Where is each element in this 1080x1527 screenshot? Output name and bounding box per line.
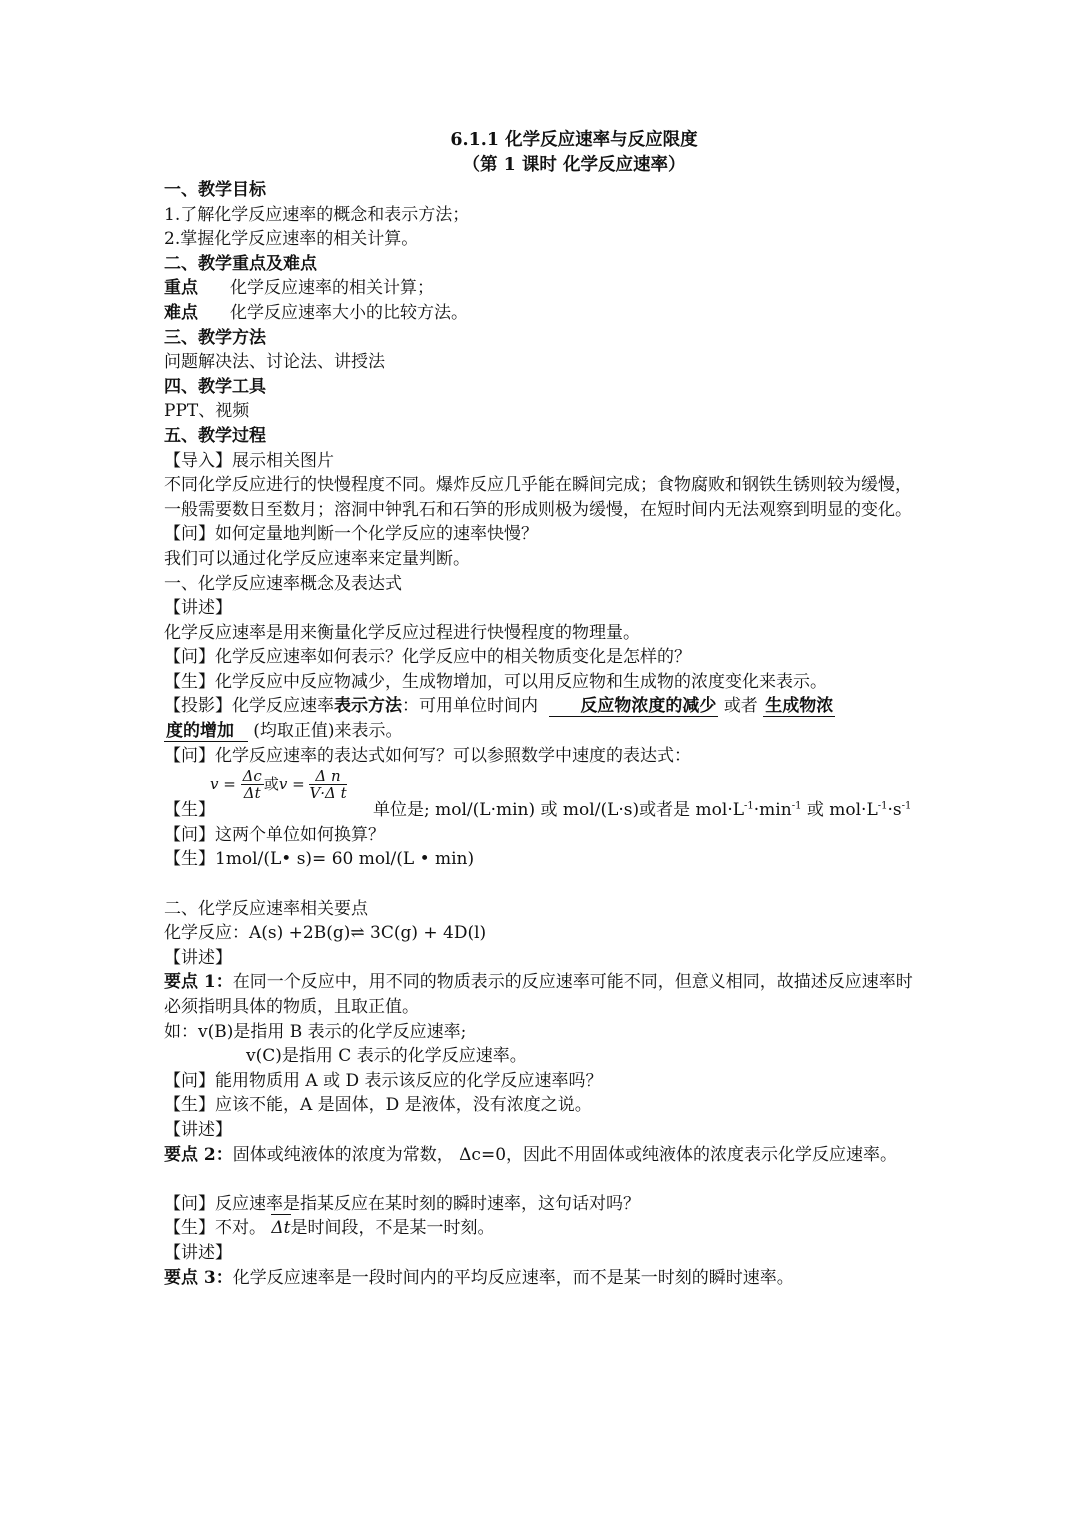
fill-blank-2-text-b: 度的增加	[166, 721, 234, 742]
doc-title: 6.1.1 化学反应速率与反应限度	[450, 130, 698, 150]
fill-blank-1-text: 反应物浓度的减少	[580, 696, 717, 717]
question-line: 【问】反应速率是指某反应在某时刻的瞬时速率，这句话对吗？	[164, 1193, 640, 1214]
paragraph: 问题解决法、讨论法、讲授法	[164, 352, 385, 373]
point-3	[164, 1266, 924, 1291]
student-line: 【生】1mol/(L• s)= 60 mol/(L • min)	[164, 849, 475, 870]
fill-blank-2b	[164, 721, 248, 742]
doc-subtitle: （第 1 课时 化学反应速率）	[462, 155, 686, 175]
talk-marker: 【讲述】	[164, 1242, 232, 1263]
projection-text: (均取正值)来表示。	[253, 721, 403, 742]
rate-formula	[210, 767, 924, 803]
units-text: ·s	[887, 800, 902, 821]
question-line: 【问】化学反应速率如何表示？化学反应中的相关物质变化是怎样的？	[164, 647, 691, 668]
student-line: 【生】应该不能，A 是固体，D 是液体，没有浓度之说。	[164, 1095, 592, 1116]
formula-or: 或	[263, 775, 279, 794]
example-line: 如：v(B)是指用 B 表示的化学反应速率;	[164, 1021, 467, 1042]
student-line: 【生】化学反应中反应物减少，生成物增加，可以用反应物和生成物的浓度变化来表示。	[164, 671, 827, 692]
formula-fraction-1	[241, 768, 264, 801]
student-line	[164, 1216, 924, 1241]
units-sup: -1	[744, 800, 754, 812]
question-line: 【问】如何定量地判断一个化学反应的速率快慢？	[164, 524, 538, 545]
units-text: 单位是; mol/(L·min) 或 mol/(L·s)或者是 mol·L	[373, 800, 745, 821]
paragraph: 我们可以通过化学反应速率来定量判断。	[164, 548, 470, 569]
subsection-heading: 一、化学反应速率概念及表达式	[164, 573, 402, 594]
point-text: 固体或纯液体的浓度为常数， Δc=0，因此不用固体或纯液体的浓度表示化学反应速率。	[232, 1144, 898, 1165]
reaction-equation: 化学反应：A(s) +2B(g)⇌ 3C(g) + 4D(l)	[164, 923, 487, 944]
formula-v: v =	[210, 775, 236, 794]
example-line: v(C)是指用 C 表示的化学反应速率。	[246, 1046, 527, 1067]
paragraph: 1.了解化学反应速率的概念和表示方法；	[164, 204, 470, 225]
projection-line	[164, 694, 924, 743]
talk-marker: 【讲述】	[164, 947, 232, 968]
question-line: 【问】这两个单位如何换算？	[164, 824, 385, 845]
projection-label: 【投影】化学反应速率	[164, 696, 334, 717]
hard-label: 难点	[164, 302, 198, 323]
point-2	[164, 1143, 924, 1168]
point-text: 在同一个反应中，用不同的物质表示的反应速率可能不同，但意义相同，故描述反应速率时必须指明具体的物质，且取正值。	[164, 972, 913, 1017]
student-text: 是时间段，不是某一时刻。	[290, 1218, 495, 1239]
point-1	[164, 970, 924, 1019]
document-page	[164, 128, 924, 1290]
fill-blank-2	[763, 696, 835, 717]
point-label: 要点 3：	[164, 1267, 233, 1288]
formula-numerator: Δ n	[309, 768, 346, 785]
delta-t-symbol: Δt	[271, 1216, 290, 1241]
formula-numerator: Δc	[242, 767, 262, 786]
hard-point-line	[164, 301, 924, 326]
projection-method: 表示方法	[334, 696, 402, 717]
units-sup: -1	[877, 800, 888, 812]
key-point-line	[164, 276, 924, 301]
paragraph: PPT、视频	[164, 401, 250, 422]
question-line: 【问】化学反应速率的表达式如何写？可以参照数学中速度的表达式：	[164, 745, 691, 766]
talk-marker: 【讲述】	[164, 1119, 232, 1140]
talk-marker: 【讲述】	[164, 598, 232, 619]
point-label: 要点 2：	[164, 1144, 233, 1165]
paragraph: 化学反应速率是用来衡量化学反应过程进行快慢程度的物理量。	[164, 622, 640, 643]
paragraph: 不同化学反应进行的快慢程度不同。爆炸反应几乎能在瞬间完成；食物腐败和钢铁生锈则较为缓慢，一般需要数日至数月；溶洞中钟乳石和石笋的形成则极为缓慢，在短时间内无法观察到明显的变化。	[164, 475, 912, 520]
section-heading: 二、教学重点及难点	[164, 253, 317, 274]
formula-fraction-2	[309, 768, 346, 801]
units-text: 或 mol·L	[801, 800, 878, 821]
intro-line: 【导入】展示相关图片	[164, 450, 334, 471]
student-text: 【生】不对。	[164, 1218, 266, 1239]
subsection-heading: 二、化学反应速率相关要点	[164, 898, 368, 919]
section-heading: 三、教学方法	[164, 327, 266, 348]
units-text: ·min	[753, 800, 792, 821]
fill-blank-1	[549, 696, 719, 717]
point-label: 要点 1：	[164, 972, 233, 993]
fill-blank-2-text-a: 生成物浓	[765, 696, 834, 717]
section-heading: 五、教学过程	[164, 425, 266, 446]
projection-text: ：可用单位时间内	[402, 696, 538, 717]
units-sup: -1	[791, 800, 802, 812]
units-sup: -1	[901, 800, 912, 812]
formula-v: v =	[278, 775, 305, 794]
key-label: 重点	[164, 278, 198, 299]
question-line: 【问】能用物质用 A 或 D 表示该反应的化学反应速率吗？	[164, 1070, 603, 1091]
point-text: 化学反应速率是一段时间内的平均反应速率，而不是某一时刻的瞬时速率。	[232, 1267, 794, 1288]
key-text: 化学反应速率的相关计算；	[230, 278, 434, 299]
student-label: 【生】	[164, 800, 215, 821]
section-heading: 一、教学目标	[164, 180, 266, 200]
formula-denominator: V·Δ t	[309, 784, 347, 803]
units-line	[164, 798, 924, 823]
hard-text: 化学反应速率大小的比较方法。	[230, 302, 468, 323]
section-heading: 四、教学工具	[164, 376, 266, 397]
paragraph: 2.掌握化学反应速率的相关计算。	[164, 229, 419, 250]
projection-text: 或者	[723, 696, 758, 717]
formula-denominator: Δt	[243, 784, 261, 803]
